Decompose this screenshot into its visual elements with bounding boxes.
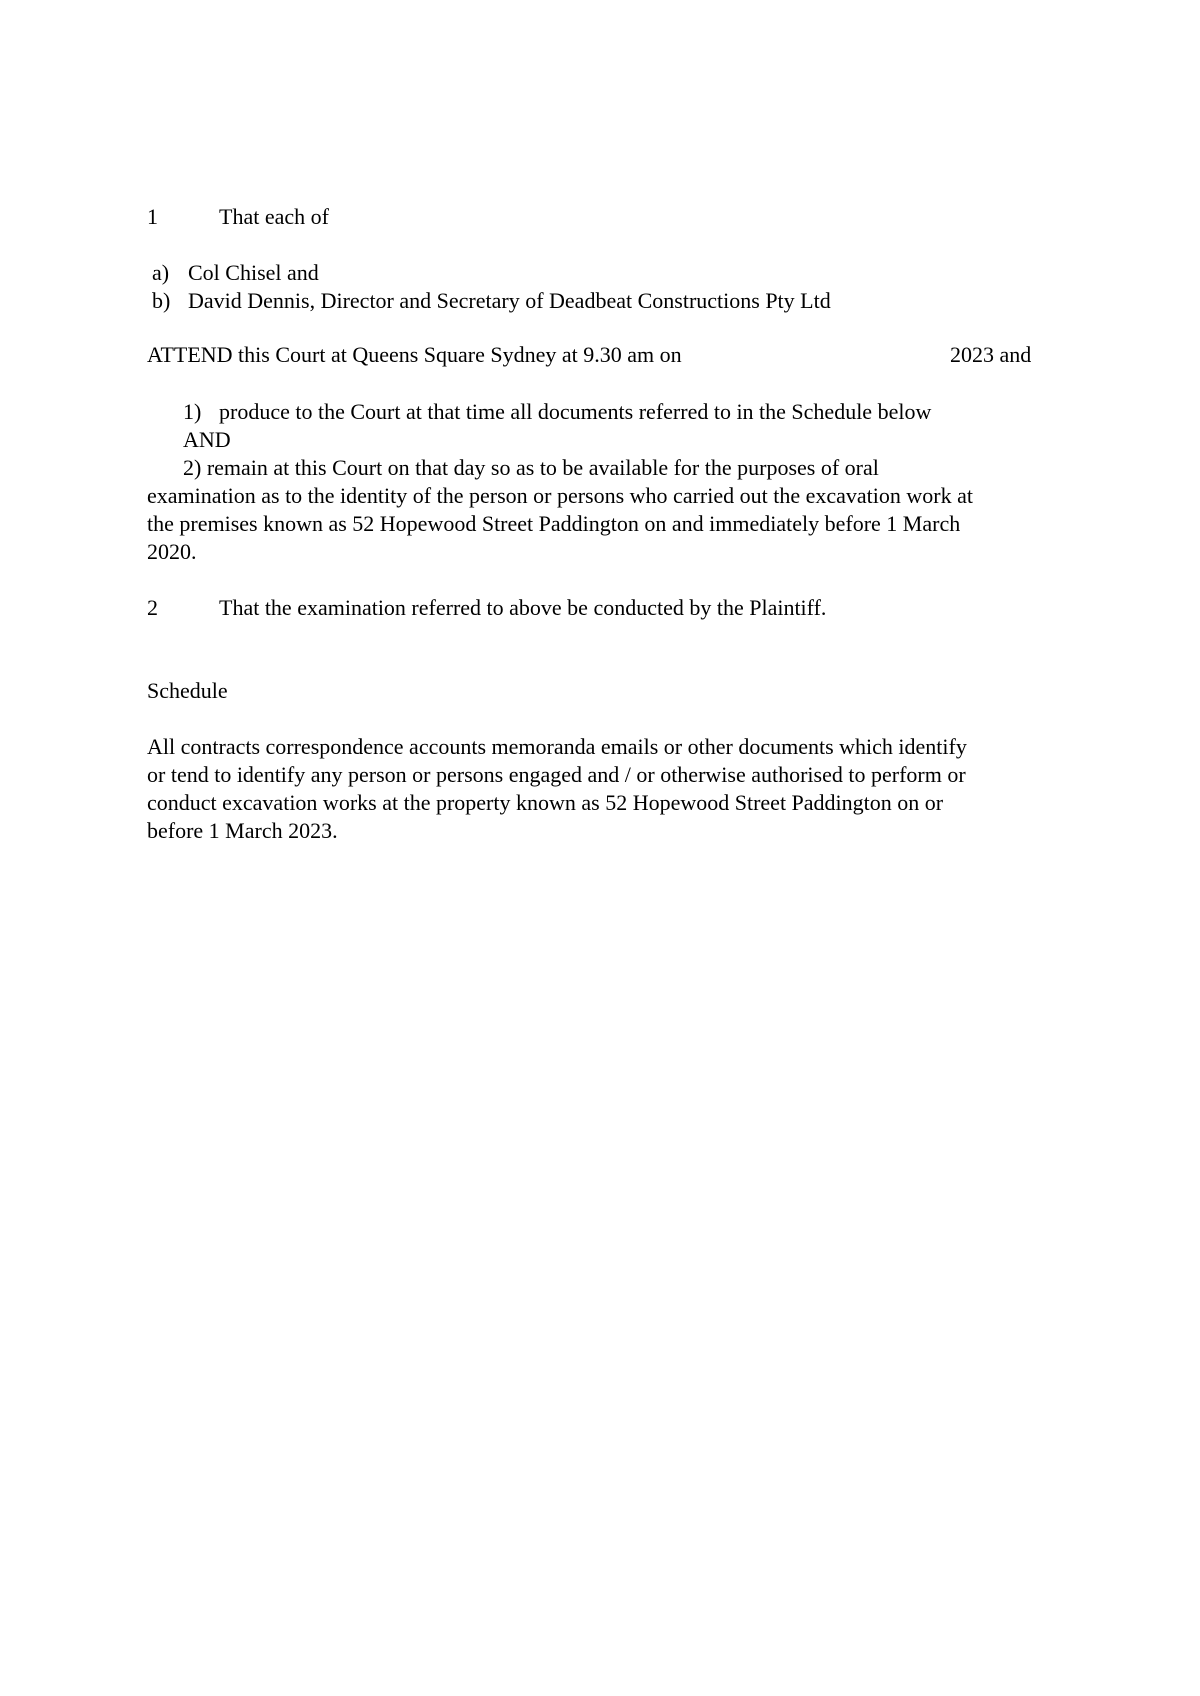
schedule-line-4: before 1 March 2023. (147, 818, 338, 843)
schedule-line-1: All contracts correspondence accounts memoranda emails or other documents which identify (147, 734, 967, 759)
order-1-number: 1 (147, 204, 158, 229)
order-2-number: 2 (147, 595, 158, 620)
order-1-intro: That each of (219, 204, 329, 229)
order-2-text: That the examination referred to above be conducted by the Plaintiff. (219, 595, 827, 620)
item-b-marker: b) (152, 288, 171, 313)
item-b-text: David Dennis, Director and Secretary of Deadbeat Constructions Pty Ltd (188, 288, 831, 313)
sub-1-and: AND (183, 427, 231, 452)
schedule-line-2: or tend to identify any person or persons engaged and / or otherwise authorised to perform or (147, 762, 966, 787)
attend-year: 2023 and (950, 342, 1032, 367)
attend-text: ATTEND this Court at Queens Square Sydney at 9.30 am on (147, 342, 682, 367)
item-a-text: Col Chisel and (188, 260, 319, 285)
sub-2-line-3: the premises known as 52 Hopewood Street Paddington on and immediately before 1 March (147, 511, 961, 536)
item-a-marker: a) (152, 260, 170, 285)
sub-2-line-4: 2020. (147, 539, 197, 564)
sub-1-marker: 1) (183, 399, 202, 424)
sub-2-line-1: 2) remain at this Court on that day so as to be available for the purposes of oral (183, 455, 879, 480)
schedule-line-3: conduct excavation works at the property known as 52 Hopewood Street Paddington on or (147, 790, 944, 815)
schedule-heading: Schedule (147, 678, 228, 703)
sub-1-text: produce to the Court at that time all documents referred to in the Schedule below (219, 399, 932, 424)
sub-2-line-2: examination as to the identity of the person or persons who carried out the excavation work at (147, 483, 973, 508)
